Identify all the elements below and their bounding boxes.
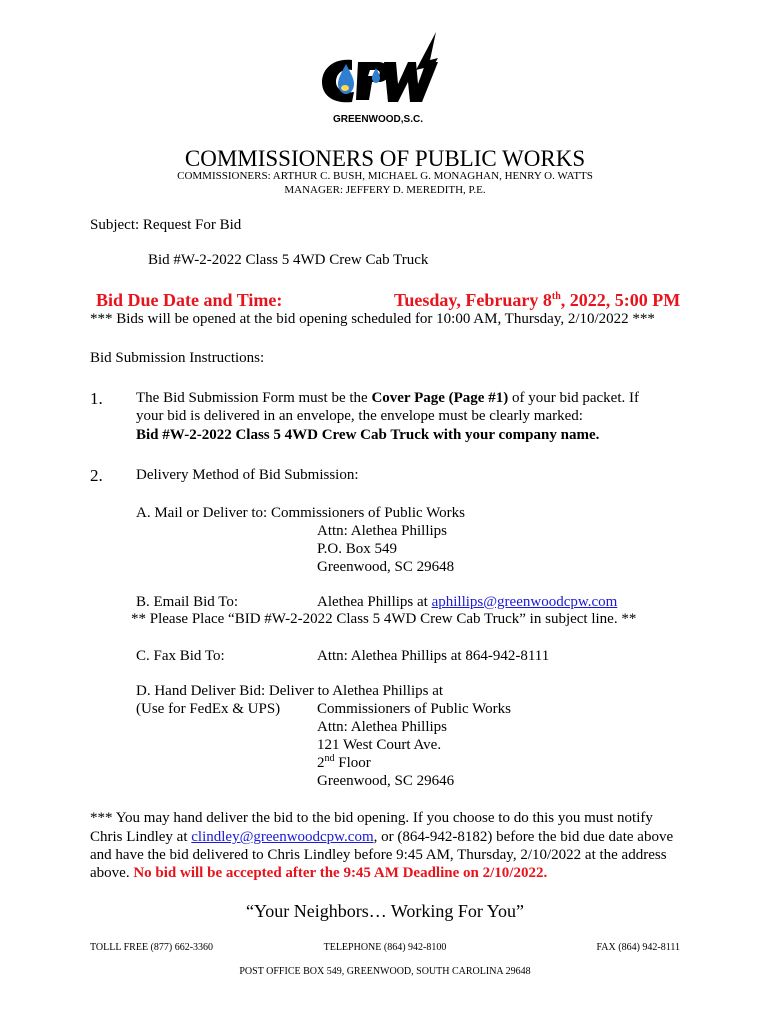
notice-line2-a: Chris Lindley at (90, 829, 192, 845)
mail-po-box: P.O. Box 549 (317, 541, 398, 557)
email-recipient: Alethea Phillips at (317, 594, 432, 610)
mail-attn: Attn: Alethea Phillips (317, 523, 447, 539)
deadline-warning: No bid will be accepted after the 9:45 AM Deadline on 2/10/2022. (133, 865, 548, 881)
instructions-heading: Bid Submission Instructions: (90, 350, 265, 366)
slogan: “Your Neighbors… Working For You” (246, 901, 524, 921)
hand-attn: Attn: Alethea Phillips (317, 719, 447, 735)
commissioners-line: COMMISSIONERS: ARTHUR C. BUSH, MICHAEL G. MONAGHAN, HENRY O. WATTS (177, 170, 593, 182)
chris-email-link[interactable]: clindley@greenwoodcpw.com (191, 829, 374, 845)
due-date-time: , 2022, 5:00 PM (560, 290, 681, 310)
floor-sup: nd (324, 753, 335, 764)
notice-line1: *** You may hand deliver the bid to the bid opening. If you choose to do this you must notify (90, 810, 653, 826)
notice-line3: and have the bid delivered to Chris Lindley before 9:45 AM, Thursday, 2/10/2022 at the address (90, 847, 667, 863)
cpw-logo (318, 30, 450, 126)
floor-number: 2 (317, 755, 325, 771)
bid-number-line: Bid #W-2-2022 Class 5 4WD Crew Cab Truck (148, 252, 429, 268)
footer-address: POST OFFICE BOX 549, GREENWOOD, SOUTH CAROLINA 29648 (239, 966, 531, 977)
mail-label: A. Mail or Deliver to: Commissioners of Public Works (136, 505, 465, 521)
footer-tollfree: TOLLL FREE (877) 662-3360 (90, 942, 214, 953)
notice-line4 (90, 865, 547, 882)
email-label: B. Email Bid To: (136, 594, 239, 610)
notice-line2-b: , or (864-942-8182) before the bid due date above (373, 829, 674, 845)
due-date-part: Tuesday, February 8 (394, 290, 552, 310)
fax-text: Attn: Alethea Phillips at 864-942-8111 (317, 648, 550, 664)
manager-line: MANAGER: JEFFERY D. MEREDITH, P.E. (284, 184, 486, 196)
hand-deliver-label: D. Hand Deliver Bid: Deliver to Alethea Phillips at (136, 683, 444, 699)
item-number-1: 1. (90, 389, 103, 408)
email-subject-note: ** Please Place “BID #W-2-2022 Class 5 4WD Crew Cab Truck” in subject line. ** (131, 611, 637, 627)
email-target (317, 594, 617, 611)
hand-org: Commissioners of Public Works (317, 701, 511, 717)
logo-location-text: GREENWOOD,S.C. (332, 114, 424, 125)
notice-line2 (90, 829, 673, 846)
hand-floor (317, 755, 371, 772)
bid-due-date (394, 290, 680, 311)
item1-line1-a: The Bid Submission Form must be the (136, 390, 372, 406)
mail-city: Greenwood, SC 29648 (317, 559, 455, 575)
hand-street: 121 West Court Ave. (317, 737, 442, 753)
opening-note: *** Bids will be opened at the bid opening scheduled for 10:00 AM, Thursday, 2/10/2022 *** (90, 311, 655, 327)
footer-telephone: TELEPHONE (864) 942-8100 (323, 942, 447, 953)
item1-line1-c: of your bid packet. If (508, 390, 639, 406)
floor-word: Floor (334, 755, 371, 771)
page-title: COMMISSIONERS OF PUBLIC WORKS (184, 146, 586, 171)
delivery-heading: Delivery Method of Bid Submission: (136, 467, 359, 483)
item1-line1 (136, 390, 639, 407)
footer-fax: FAX (864) 942-8111 (596, 942, 680, 953)
cpw-logo-graphic (318, 30, 450, 126)
item-number-2: 2. (90, 466, 103, 485)
email-link[interactable]: aphillips@greenwoodcpw.com (431, 594, 618, 610)
notice-line4-a: above. (90, 865, 134, 881)
subject-line: Subject: Request For Bid (90, 217, 242, 233)
item1-line3: Bid #W-2-2022 Class 5 4WD Crew Cab Truck with your company name. (136, 427, 600, 443)
bid-due-label: Bid Due Date and Time: (96, 290, 283, 310)
hand-city: Greenwood, SC 29646 (317, 773, 455, 789)
item1-line2: your bid is delivered in an envelope, the envelope must be clearly marked: (136, 408, 583, 424)
hand-deliver-sub: (Use for FedEx & UPS) (136, 701, 281, 717)
fax-label: C. Fax Bid To: (136, 648, 225, 664)
due-date-sup: th (551, 291, 561, 302)
item1-cover-page: Cover Page (Page #1) (371, 390, 509, 406)
